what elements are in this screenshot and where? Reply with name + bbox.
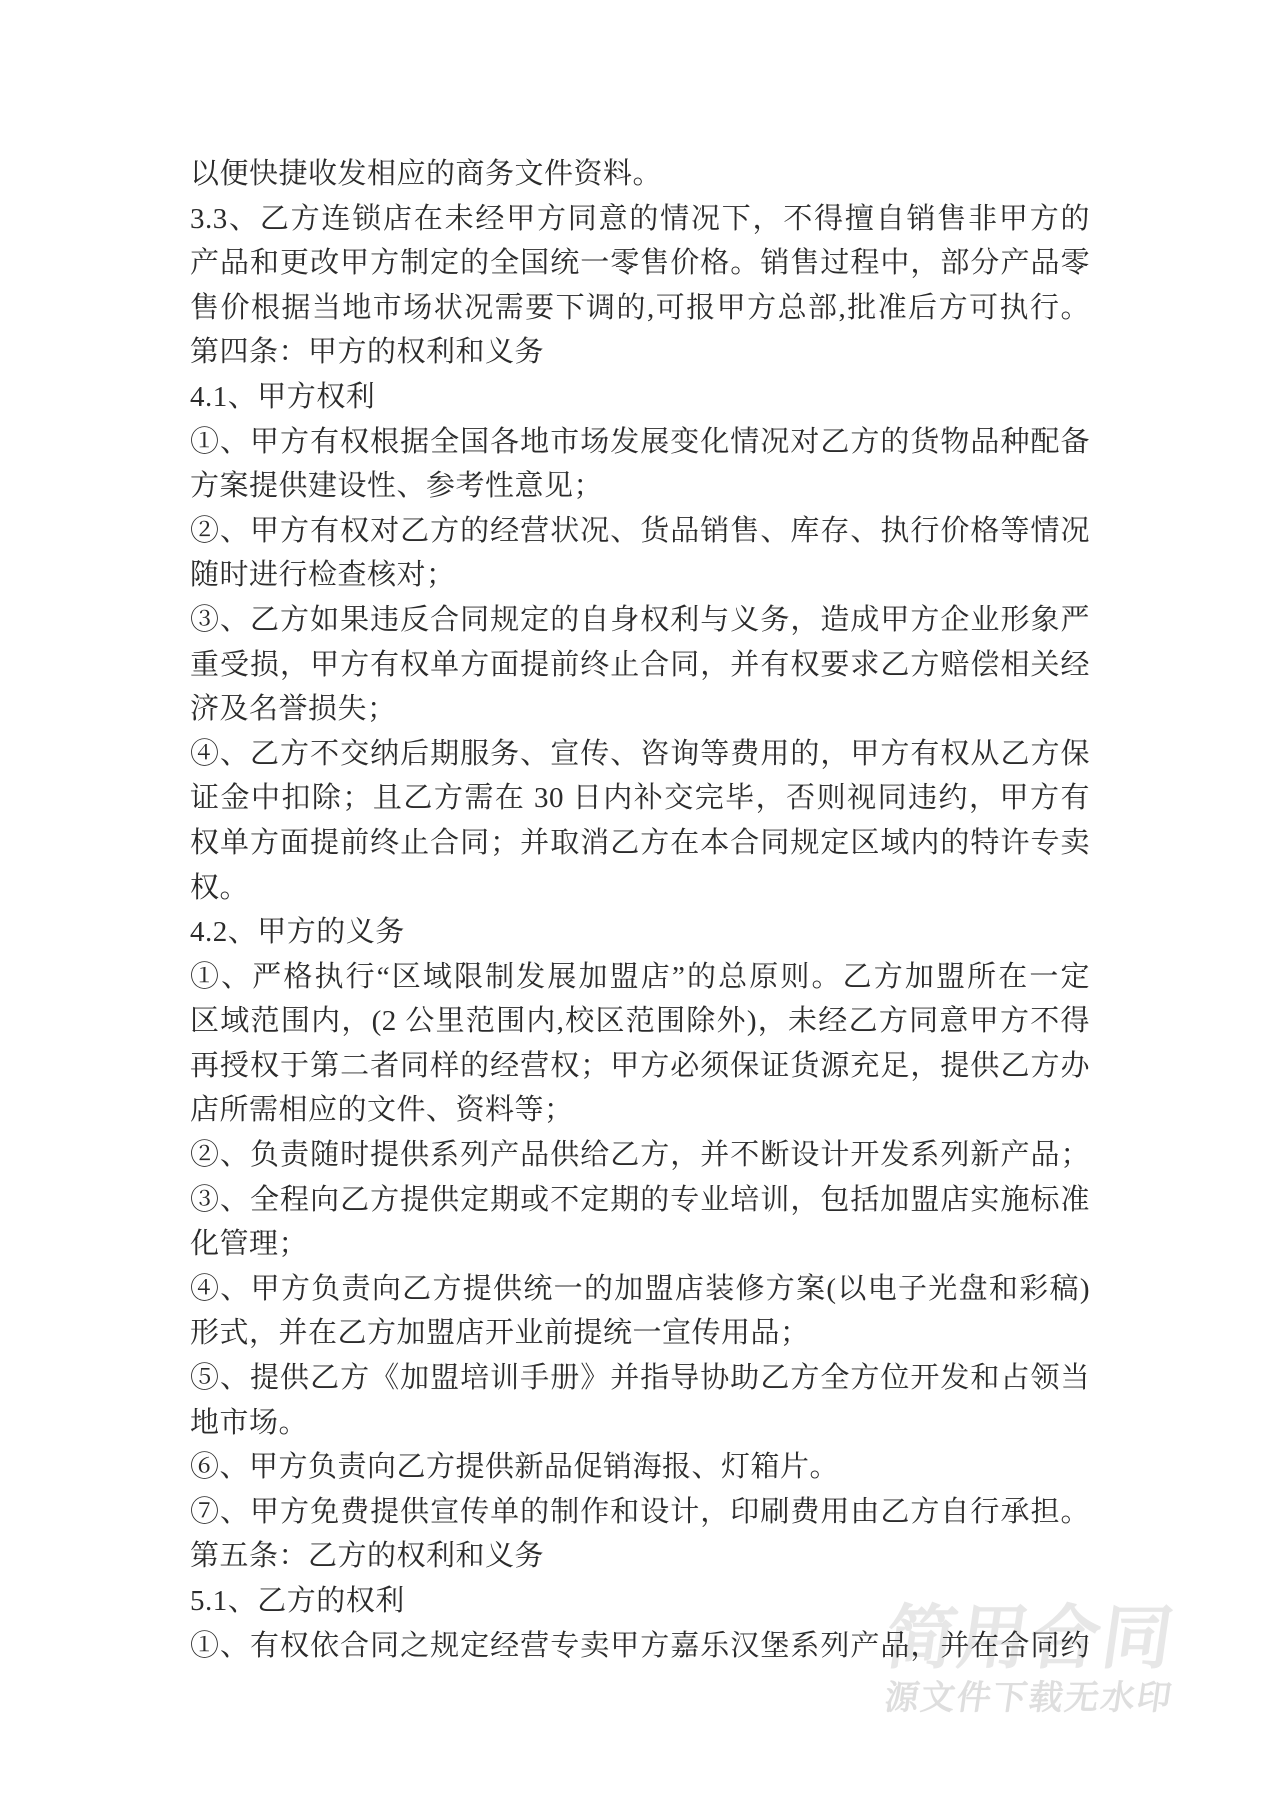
contract-line: 店所需相应的文件、资料等； [190,1094,574,1127]
contract-line: ④、乙方不交纳后期服务、宣传、咨询等费用的，甲方有权从乙方保 [190,737,1090,770]
contract-line: ③、全程向乙方提供定期或不定期的专业培训，包括加盟店实施标准 [190,1183,1090,1216]
contract-line: ①、有权依合同之规定经营专卖甲方嘉乐汉堡系列产品，并在合同约 [190,1629,1090,1662]
contract-line: 4.1、甲方权利 [190,380,376,413]
contract-line: ⑦、甲方免费提供宣传单的制作和设计，印刷费用由乙方自行承担。 [190,1495,1090,1528]
watermark-subtitle: 源文件下载无水印 [882,1679,1176,1717]
contract-line: 权。 [190,871,250,904]
contract-line: ①、甲方有权根据全国各地市场发展变化情况对乙方的货物品种配备 [190,425,1090,458]
contract-line: 证金中扣除；且乙方需在 30 日内补交完毕，否则视同违约，甲方有 [190,782,1090,815]
contract-line: 3.3、乙方连锁店在未经甲方同意的情况下，不得擅自销售非甲方的 [190,202,1090,235]
contract-line: 随时进行检查核对； [190,559,456,592]
contract-line: ④、甲方负责向乙方提供统一的加盟店装修方案(以电子光盘和彩稿) [190,1272,1090,1305]
contract-line: ③、乙方如果违反合同规定的自身权利与义务，造成甲方企业形象严 [190,603,1090,636]
contract-line: 第四条：甲方的权利和义务 [190,336,545,369]
contract-line: 化管理； [190,1228,309,1261]
contract-line: ②、负责随时提供系列产品供给乙方，并不断设计开发系列新产品； [190,1139,1090,1172]
contract-line: ①、严格执行“区域限制发展加盟店”的总原则。乙方加盟所在一定 [190,960,1090,993]
contract-line: 产品和更改甲方制定的全国统一零售价格。销售过程中，部分产品零 [190,247,1090,280]
contract-line: ②、甲方有权对乙方的经营状况、货品销售、库存、执行价格等情况 [190,514,1090,547]
watermark-title: 简用合同 [880,1599,1180,1677]
contract-line: 区域范围内，(2 公里范围内,校区范围除外)，未经乙方同意甲方不得 [190,1005,1090,1038]
contract-line: 地市场。 [190,1406,309,1439]
contract-line: 形式，并在乙方加盟店开业前提统一宣传用品； [190,1317,810,1350]
contract-line: 权单方面提前终止合同；并取消乙方在本合同规定区域内的特许专卖 [190,826,1090,859]
contract-line: 方案提供建设性、参考性意见； [190,470,604,503]
contract-text-block [190,152,1090,1668]
contract-line: 以便快捷收发相应的商务文件资料。 [190,158,663,190]
contract-line: 5.1、乙方的权利 [190,1585,405,1617]
contract-line: 售价根据当地市场状况需要下调的,可报甲方总部,批准后方可执行。 [190,291,1090,324]
contract-line: 再授权于第二者同样的经营权；甲方必须保证货源充足，提供乙方办 [190,1049,1090,1082]
contract-line: 济及名誉损失； [190,693,397,726]
contract-line: 第五条：乙方的权利和义务 [190,1540,545,1573]
contract-line: ⑤、提供乙方《加盟培训手册》并指导协助乙方全方位开发和占领当 [190,1362,1090,1395]
contract-line: 4.2、甲方的义务 [190,916,405,949]
contract-line: 重受损，甲方有权单方面提前终止合同，并有权要求乙方赔偿相关经 [190,648,1090,681]
contract-line: ⑥、甲方负责向乙方提供新品促销海报、灯箱片。 [190,1451,840,1484]
